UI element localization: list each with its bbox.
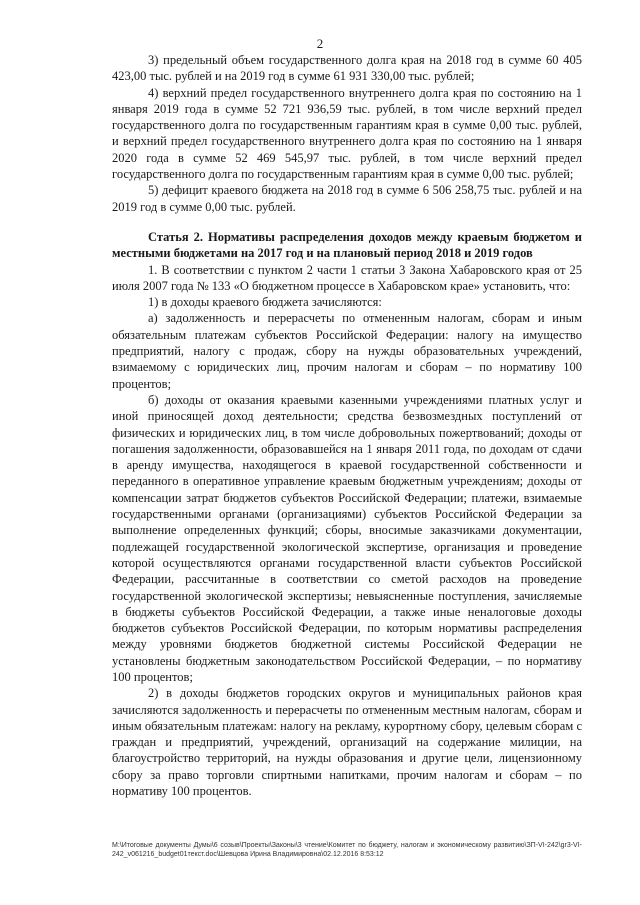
footer-file-path: М:\Итоговые документы Думы\6 созыв\Проекты\Законы\3 чтение\Комитет по бюджету, налогам и экономическому развитию\ЗП-VI-242\gr3-VI-242_v061216_budget01текст.doc\Шевцова Ирина Владимировна\02.12.2016 8:53:12 (112, 842, 582, 858)
paragraph-subitem-2: 2) в доходы бюджетов городских округов и муниципальных районов края зачисляются задолженность и перерасчеты по отмененным местным налогам, сборам и иным обязательным платежам: налогу на рекламу, курортному сбору, целевым сборам с граждан и предприятий, учреждений, организаций на содержание милиции, на благоустройство территорий, на нужды образования и другие цели, лицензионному сбору за право торговли спиртными напитками, прочим налогам и сборам – по нормативу 100 процентов. (112, 686, 582, 799)
paragraph-item-4: 4) верхний предел государственного внутреннего долга края по состоянию на 1 января 2019 года в сумме 52 721 936,59 тыс. рублей, в том числе верхний предел государственного долга по государственным гарантиям края в сумме 0,00 тыс. рублей, и верхний предел государственного внутреннего долга края по состоянию на 1 января 2020 года в сумме 52 469 545,97 тыс. рублей, в том числе верхний предел государственного долга по государственным гарантиям края в сумме 0,00 тыс. рублей; (112, 85, 582, 182)
paragraph-item-3: 3) предельный объем государственного долга края на 2018 год в сумме 60 405 423,00 тыс. рублей и на 2019 год в сумме 61 931 330,00 тыс. рублей; (112, 53, 582, 84)
page-number: 2 (316, 36, 324, 51)
paragraph-subitem-1: 1) в доходы краевого бюджета зачисляются: (148, 295, 382, 310)
paragraph-item-5: 5) дефицит краевого бюджета на 2018 год в сумме 6 506 258,75 тыс. рублей и на 2019 год в сумме 0,00 тыс. рублей. (112, 183, 582, 214)
paragraph-article-1: 1. В соответствии с пунктом 2 части 1 статьи 3 Закона Хабаровского края от 25 июля 2007 года № 133 «О бюджетном процессе в Хабаровском крае» установить, что: (112, 262, 582, 293)
document-body (112, 52, 582, 799)
paragraph-subitem-b: б) доходы от оказания краевыми казенными учреждениями платных услуг и иной приносящей доход деятельности; средства безвозмездных поступлений от физических и юридических лиц, в том числе добровольных пожертвований; доходы от погашения задолженности, образовавшейся на 1 января 2011 года, по доходам от сдачи в аренду имущества, находящегося в краевой государственной собственности и переданного в оперативное управление краевым бюджетным учреждениям; доходы от компенсации затрат бюджетов субъектов Российской Федерации; платежи, взимаемые государственными органами (организациями) субъектов Российской Федерации за выполнение определенных функций; сборы, вносимые заказчиками документации, подлежащей государственной экологической экспертизе, организация и проведение которой осуществляются органами государственной власти субъектов Российской Федерации, рассчитанные в соответствии со сметой расходов на проведение государственной экологической экспертизы; невыясненные поступления, зачисляемые в бюджеты субъектов Российской Федерации, а также иные неналоговые доходы бюджетов субъектов Российской Федерации, по которым нормативы распределения между уровнями бюджетов бюджетной системы Российской Федерации не установлены бюджетным законодательством Российской Федерации, – по нормативу 100 процентов; (112, 392, 582, 684)
paragraph-subitem-a: а) задолженность и перерасчеты по отмененным налогам, сборам и иным обязательным платежам субъектов Российской Федерации: налогу на имущество предприятий, налогу с продаж, сбору на нужды образовательных учреждений, взимаемому с юридических лиц, прочим налогам и сборам – по нормативу 100 процентов; (112, 311, 582, 391)
article-heading: Статья 2. Нормативы распределения доходов между краевым бюджетом и местными бюджетами на 2017 год и на плановый период 2018 и 2019 годов (112, 229, 582, 261)
